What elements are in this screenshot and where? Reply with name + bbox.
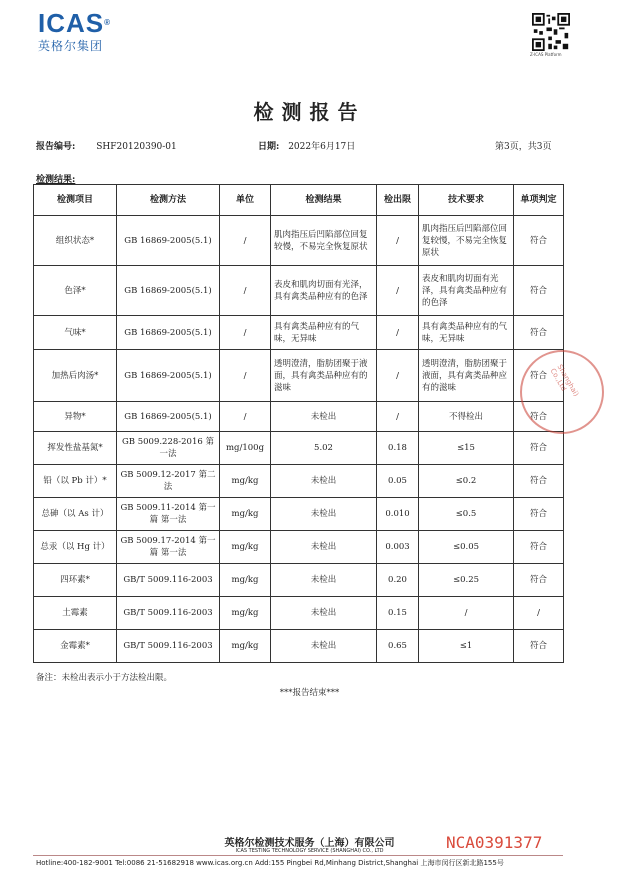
cell-result: 透明澄清，脂肪团聚于液面，具有禽类品种应有的滋味 (271, 350, 377, 402)
report-end-marker: ***报告结束*** (279, 688, 340, 698)
col-header-requirement: 技术要求 (419, 185, 514, 216)
cell-result: 未检出 (271, 531, 377, 564)
cell-unit: mg/kg (220, 498, 271, 531)
cell-item: 组织状态* (34, 216, 117, 266)
col-header-judgement: 单项判定 (514, 185, 564, 216)
cell-requirement: 表皮和肌肉切面有光泽，具有禽类品种应有的色泽 (419, 266, 514, 316)
report-number (36, 139, 177, 152)
table-row (34, 564, 564, 597)
cell-limit: / (377, 216, 419, 266)
cell-unit: mg/kg (220, 597, 271, 630)
report-date-value: 2022年6月17日 (288, 142, 356, 152)
report-title: 检测报告 (253, 100, 366, 124)
cell-limit: / (377, 402, 419, 432)
cell-limit: 0.05 (377, 465, 419, 498)
cell-method: GB 5009.11-2014 第一篇 第一法 (117, 498, 220, 531)
logo-text: ICAS (38, 8, 105, 38)
cell-method: GB/T 5009.116-2003 (117, 597, 220, 630)
company-logo (38, 10, 134, 54)
cell-method: GB 16869-2005(5.1) (117, 402, 220, 432)
remark-note: 备注：未检出表示小于方法检出限。 (36, 673, 173, 683)
page-number: 第3页，共3页 (495, 142, 552, 152)
results-table (33, 184, 564, 663)
logo-subtitle: 英格尔集团 (38, 39, 104, 53)
cell-judgement: 符合 (514, 498, 564, 531)
cell-method: GB 5009.12-2017 第二法 (117, 465, 220, 498)
cell-limit: / (377, 316, 419, 350)
table-row (34, 531, 564, 564)
cell-requirement: ≤0.05 (419, 531, 514, 564)
cell-result: 具有禽类品种应有的气味，无异味 (271, 316, 377, 350)
cell-unit: / (220, 266, 271, 316)
cell-judgement: 符合 (514, 316, 564, 350)
cell-requirement: ≤0.5 (419, 498, 514, 531)
cell-result: 未检出 (271, 498, 377, 531)
cell-unit: mg/100g (220, 432, 271, 465)
qr-caption: Z-ICAS Platform (530, 52, 562, 57)
cell-judgement: 符合 (514, 465, 564, 498)
cell-item: 铅（以 Pb 计）* (34, 465, 117, 498)
cell-requirement: ≤0.2 (419, 465, 514, 498)
table-header-row (34, 185, 564, 216)
cell-unit: / (220, 350, 271, 402)
table-row (34, 266, 564, 316)
cell-item: 异物* (34, 402, 117, 432)
col-header-item: 检测项目 (34, 185, 117, 216)
cell-unit: mg/kg (220, 531, 271, 564)
footer-company-name: 英格尔检测技术服务（上海）有限公司 (224, 838, 395, 849)
cell-limit: 0.003 (377, 531, 419, 564)
cell-item: 色泽* (34, 266, 117, 316)
registered-mark: ® (104, 18, 112, 27)
table-row (34, 216, 564, 266)
cell-requirement: ≤15 (419, 432, 514, 465)
cell-item: 气味* (34, 316, 117, 350)
cell-judgement: 符合 (514, 402, 564, 432)
report-date (258, 139, 355, 152)
cell-result: 5.02 (271, 432, 377, 465)
cell-limit: 0.15 (377, 597, 419, 630)
table-row (34, 630, 564, 663)
cell-requirement: 透明澄清，脂肪团聚于液面，具有禽类品种应有的滋味 (419, 350, 514, 402)
cell-method: GB 16869-2005(5.1) (117, 316, 220, 350)
cell-limit: 0.010 (377, 498, 419, 531)
cell-result: 未检出 (271, 630, 377, 663)
cell-result: 未检出 (271, 564, 377, 597)
cell-limit: 0.18 (377, 432, 419, 465)
cell-requirement: ≤0.25 (419, 564, 514, 597)
table-row (34, 350, 564, 402)
cell-judgement: 符合 (514, 216, 564, 266)
cell-item: 挥发性盐基氮* (34, 432, 117, 465)
cell-judgement: 符合 (514, 350, 564, 402)
report-number-label: 报告编号: (36, 142, 76, 152)
cell-requirement: 肌肉指压后凹陷部位回复较慢，不易完全恢复原状 (419, 216, 514, 266)
col-header-result: 检测结果 (271, 185, 377, 216)
cell-method: GB 16869-2005(5.1) (117, 216, 220, 266)
cell-unit: mg/kg (220, 564, 271, 597)
cell-item: 金霉素* (34, 630, 117, 663)
cell-result: 未检出 (271, 402, 377, 432)
cell-requirement: 不得检出 (419, 402, 514, 432)
cell-limit: 0.20 (377, 564, 419, 597)
cell-method: GB/T 5009.116-2003 (117, 630, 220, 663)
cell-item: 土霉素 (34, 597, 117, 630)
cell-item: 加热后肉汤* (34, 350, 117, 402)
cell-method: GB 5009.17-2014 第一篇 第一法 (117, 531, 220, 564)
cell-requirement: 具有禽类品种应有的气味，无异味 (419, 316, 514, 350)
qr-code-icon (532, 13, 570, 51)
col-header-unit: 单位 (220, 185, 271, 216)
cell-limit: 0.65 (377, 630, 419, 663)
footer-company-name-en: ICAS TESTING TECHNOLOGY SERVICE (SHANGHAI) CO., LTD (235, 848, 384, 854)
cell-unit: / (220, 402, 271, 432)
cell-item: 总汞（以 Hg 计） (34, 531, 117, 564)
cell-result: 未检出 (271, 597, 377, 630)
table-row (34, 465, 564, 498)
cell-method: GB 5009.228-2016 第一法 (117, 432, 220, 465)
cell-judgement: / (514, 597, 564, 630)
cell-judgement: 符合 (514, 531, 564, 564)
table-row (34, 316, 564, 350)
report-number-value: SHF20120390-01 (96, 142, 177, 152)
official-stamp (520, 350, 604, 434)
col-header-detection-limit: 检出限 (377, 185, 419, 216)
cell-method: GB 16869-2005(5.1) (117, 350, 220, 402)
serial-number: NCA0391377 (446, 833, 543, 852)
cell-method: GB 16869-2005(5.1) (117, 266, 220, 316)
cell-result: 表皮和肌肉切面有光泽，具有禽类品种应有的色泽 (271, 266, 377, 316)
cell-judgement: 符合 (514, 432, 564, 465)
cell-limit: / (377, 266, 419, 316)
table-row (34, 432, 564, 465)
cell-unit: / (220, 216, 271, 266)
col-header-method: 检测方法 (117, 185, 220, 216)
footer-contact-info: Hotline:400-182-9001 Tel:0086 21-51682918 www.icas.org.cn Add:155 Pingbei Rd,Minhang District,Shanghai 上海市闵行区新北路155号 (36, 859, 504, 867)
cell-method: GB/T 5009.116-2003 (117, 564, 220, 597)
table-row (34, 597, 564, 630)
stamp-text: Shanghai) Co.,Ltd (548, 363, 581, 398)
cell-item: 四环素* (34, 564, 117, 597)
table-row (34, 402, 564, 432)
cell-requirement: ≤1 (419, 630, 514, 663)
footer-divider (33, 855, 563, 856)
cell-result: 肌肉指压后凹陷部位回复较慢，不易完全恢复原状 (271, 216, 377, 266)
cell-limit: / (377, 350, 419, 402)
cell-result: 未检出 (271, 465, 377, 498)
cell-unit: mg/kg (220, 630, 271, 663)
cell-judgement: 符合 (514, 630, 564, 663)
cell-unit: mg/kg (220, 465, 271, 498)
cell-judgement: 符合 (514, 266, 564, 316)
cell-judgement: 符合 (514, 564, 564, 597)
cell-unit: / (220, 316, 271, 350)
cell-requirement: / (419, 597, 514, 630)
report-date-label: 日期: (258, 142, 280, 152)
cell-item: 总砷（以 As 计） (34, 498, 117, 531)
table-row (34, 498, 564, 531)
results-label: 检测结果: (36, 175, 76, 185)
